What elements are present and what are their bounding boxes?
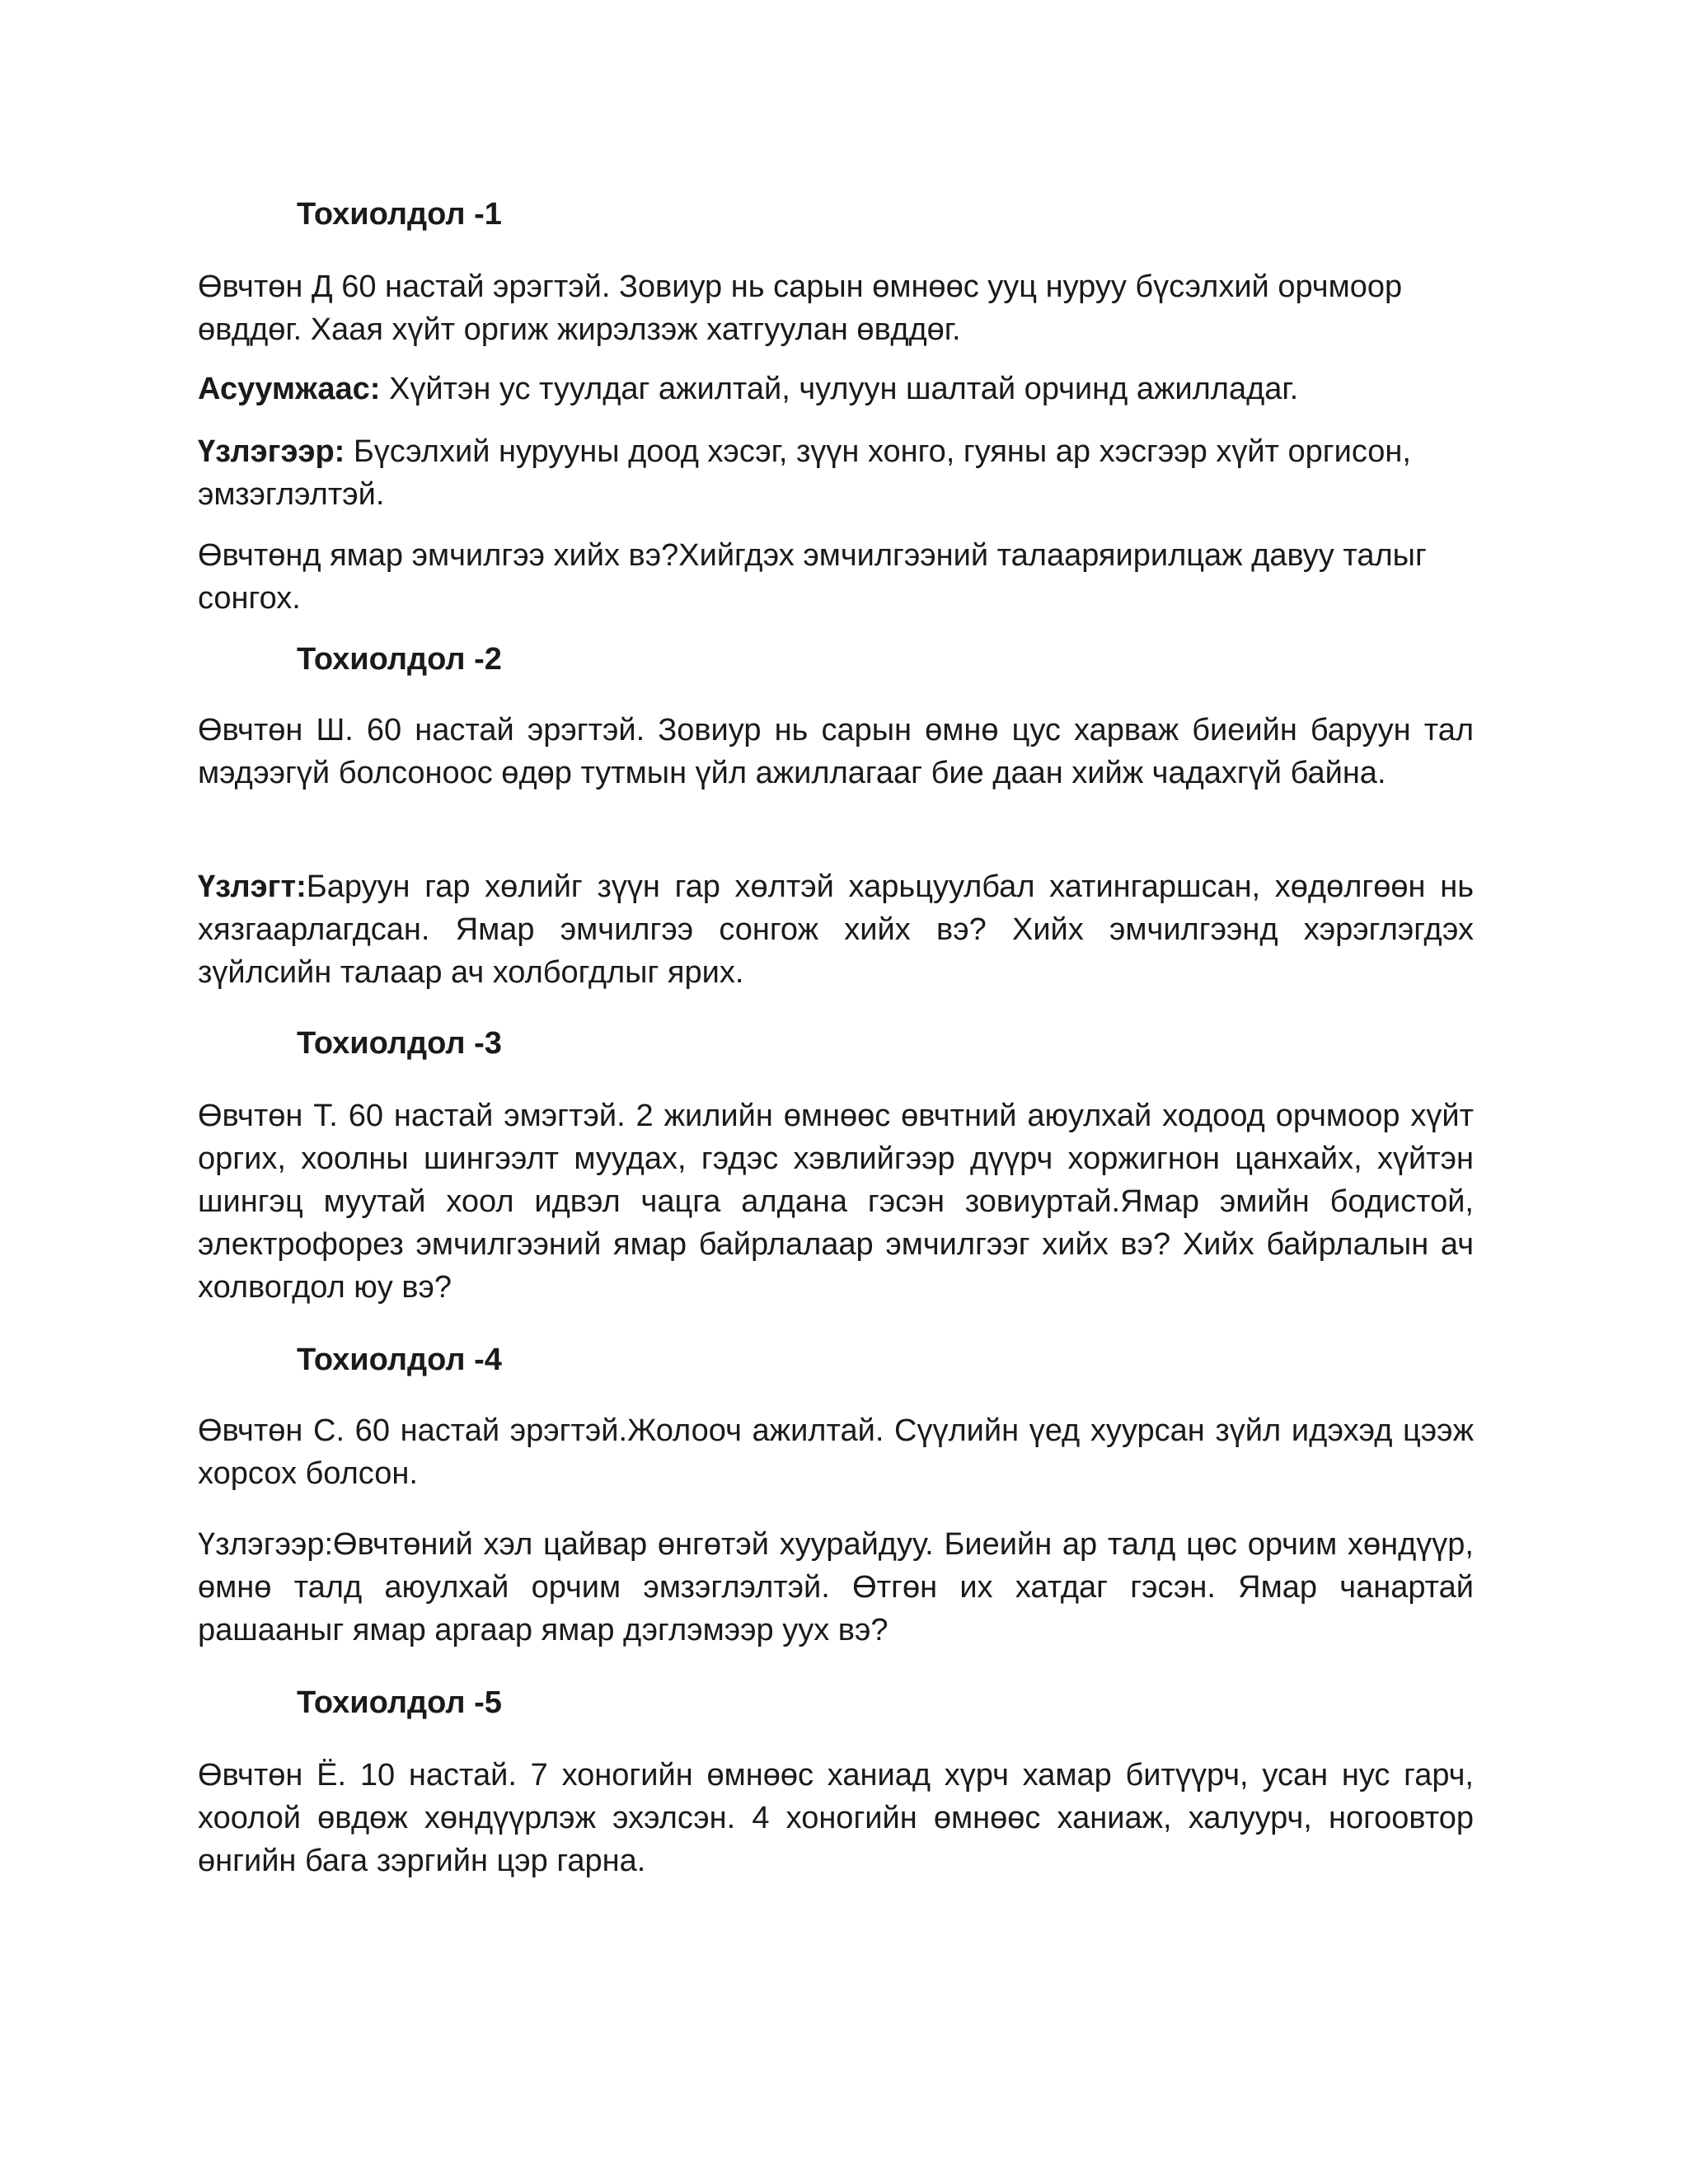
- case-3-heading: Тохиолдол -3: [297, 1026, 502, 1061]
- case-1-complaint: Өвчтөн Д 60 настай эрэгтэй. Зовиур нь сарын өмнөөс ууц нуруу бүсэлхий орчмоор өвддөг. Хаая хүйт оргиж жирэлзэж хатгуулан өвддөг.: [198, 269, 1403, 347]
- case-1-question: Өвчтөнд ямар эмчилгээ хийх вэ?Хийгдэх эмчилгээний талааряирилцаж давуу талыг сонгох.: [198, 538, 1427, 616]
- case-2-heading: Тохиолдол -2: [297, 642, 502, 677]
- case-1-history-label: Асуумжаас:: [198, 372, 381, 406]
- case-3-complaint: Өвчтөн Т. 60 настай эмэгтэй. 2 жилийн өмнөөс өвчтний аюулхай ходоод орчмоор хүйт оргих, хоолны шингээлт муудах, гэдэс хэвлийгээр дүүрч хоржигнон цанхайх, хүйтэн шингэц муутай хоол идвэл чацга алдана гэсэн зовиуртай.Ямар эмийн бодистой, электрофорез эмчилгээний ямар байрлалаар эмчилгээг хийх вэ? Хийх байрлалын ач холвогдол юу вэ?: [198, 1099, 1474, 1305]
- case-5-heading: Тохиолдол -5: [297, 1685, 502, 1720]
- case-4-exam: Үзлэгээр:Өвчтөний хэл цайвар өнгөтэй хуурайдуу. Биеийн ар талд цөс орчим хөндүүр, өмнө талд аюулхай орчим эмзэглэлтэй. Өтгөн их хатдаг гэсэн. Ямар чанартай рашааныг ямар аргаар ямар дэглэмээр уух вэ?: [198, 1527, 1474, 1647]
- case-1-history: [198, 368, 1474, 410]
- case-2-exam-label: Үзлэгт:: [198, 869, 307, 904]
- case-1-exam: [198, 430, 1474, 516]
- case-2-exam-text: Баруун гар хөлийг зүүн гар хөлтэй харьцуулбал хатингаршсан, хөдөлгөөн нь хязгаарлагдсан. Ямар эмчилгээ сонгож хийх вэ? Хийх эмчилгээнд хэрэглэгдэх зүйлсийн талаар ач холбогдлыг ярих.: [198, 869, 1474, 990]
- case-1-exam-text: Бүсэлхий нурууны доод хэсэг, зүүн хонго, гуяны ар хэсгээр хүйт оргисон, эмзэглэлтэй.: [198, 434, 1411, 512]
- case-1-heading: Тохиолдол -1: [297, 197, 502, 232]
- case-1-exam-label: Үзлэгээр:: [198, 434, 345, 469]
- case-4-heading: Тохиолдол -4: [297, 1343, 502, 1377]
- case-2-complaint: Өвчтөн Ш. 60 настай эрэгтэй. Зовиур нь сарын өмнө цус харваж биеийн баруун тал мэдээгүй болсоноос өдөр тутмын үйл ажиллагааг бие даан хийж чадахгүй байна.: [198, 713, 1474, 790]
- case-4-complaint: Өвчтөн С. 60 настай эрэгтэй.Жолооч ажилтай. Сүүлийн үед хуурсан зүйл идэхэд цээж хорсох болсон.: [198, 1413, 1474, 1491]
- case-1-history-text: Хүйтэн ус туулдаг ажилтай, чулуун шалтай орчинд ажилладаг.: [380, 372, 1299, 406]
- case-5-complaint: Өвчтөн Ё. 10 настай. 7 хоногийн өмнөөс ханиад хүрч хамар битүүрч, усан нус гарч, хоолой өвдөж хөндүүрлэж эхэлсэн. 4 хоногийн өмнөөс ханиаж, халуурч, ногоовтор өнгийн бага зэргийн цэр гарна.: [198, 1758, 1474, 1878]
- case-2-exam: [198, 865, 1474, 994]
